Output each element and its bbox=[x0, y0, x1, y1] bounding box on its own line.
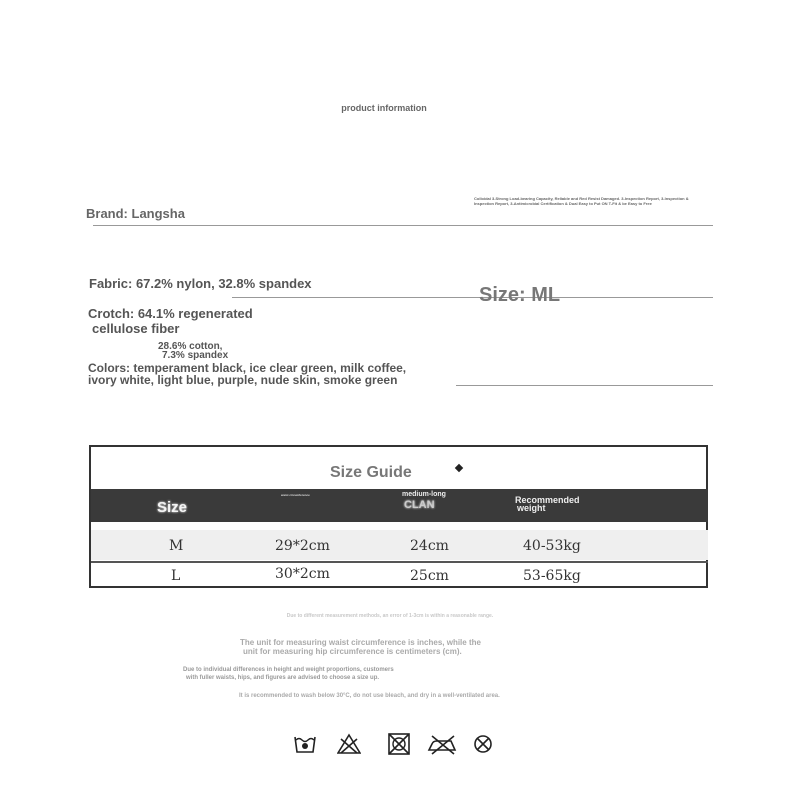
divider bbox=[232, 297, 713, 298]
row-l-length: 25cm bbox=[410, 568, 449, 584]
no-dry-clean-icon bbox=[471, 733, 495, 755]
colors-line-2: ivory white, light blue, purple, nude skin, smoke green bbox=[88, 373, 398, 387]
fabric-label: Fabric: 67.2% nylon, 32.8% spandex bbox=[89, 276, 312, 291]
divider bbox=[93, 225, 713, 226]
crotch-label-2: cellulose fiber bbox=[92, 321, 180, 336]
page-title: product information bbox=[341, 103, 427, 113]
row-m-weight: 40-53kg bbox=[523, 538, 581, 554]
header-weight-bottom: weight bbox=[517, 503, 546, 513]
cotton-label: 28.6% cotton, bbox=[158, 341, 223, 352]
note-fit-2: with fuller waists, hips, and figures are advised to choose a size up. bbox=[186, 675, 380, 681]
no-bleach-icon bbox=[337, 733, 361, 755]
row-l-waist: 30*2cm bbox=[275, 566, 330, 582]
row-m-waist: 29*2cm bbox=[275, 538, 330, 554]
header-waist: waist circumference bbox=[281, 493, 310, 497]
header-weight-top: Recommended bbox=[515, 495, 580, 505]
note-error: Due to different measurement methods, an error of 1-3cm is within a reasonable range. bbox=[286, 613, 494, 619]
brand-label: Brand: Langsha bbox=[86, 206, 185, 221]
spandex-label: 7.3% spandex bbox=[162, 350, 229, 361]
note-wash: It is recommended to wash below 30°C, do not use bleach, and dry in a well-ventilated area. bbox=[239, 693, 500, 699]
header-length-bottom: CLAN bbox=[404, 499, 435, 511]
size-label: Size: ML bbox=[479, 284, 561, 306]
header-size: Size bbox=[157, 499, 188, 516]
fine-print: Colloidal 3-Strong Load-bearing Capacity, Reliable and Red Resist Damaged. 3-Inspection Report, 3-Inspection & Inspection Report, 3-Antimicrobial Certification & Dual Easy to Put ON T-Fit & be Easy to Free bbox=[474, 196, 689, 206]
no-iron-icon bbox=[427, 733, 457, 755]
row-l-size: L bbox=[171, 568, 181, 584]
row-divider bbox=[91, 561, 708, 563]
row-m-size: M bbox=[169, 538, 184, 554]
colors-label bbox=[88, 362, 478, 386]
no-tumble-dry-icon bbox=[387, 733, 411, 755]
note-fit-1: Due to individual differences in height and weight proportions, customers bbox=[183, 667, 394, 673]
crotch-label: Crotch: 64.1% regenerated bbox=[88, 306, 253, 321]
row-m-length: 24cm bbox=[410, 538, 449, 554]
note-unit-2: unit for measuring hip circumference is centimeters (cm). bbox=[243, 647, 462, 656]
size-guide-title: Size Guide bbox=[330, 464, 412, 481]
divider bbox=[456, 385, 713, 386]
note-unit-1: The unit for measuring waist circumference is inches, while the bbox=[240, 638, 481, 647]
wash-30-icon bbox=[293, 733, 317, 755]
table-row-bg bbox=[91, 530, 708, 560]
colors-line-1: Colors: temperament black, ice clear green, milk coffee, bbox=[88, 361, 407, 375]
row-l-weight: 53-65kg bbox=[523, 568, 581, 584]
header-length-top: medium-long bbox=[402, 491, 446, 498]
